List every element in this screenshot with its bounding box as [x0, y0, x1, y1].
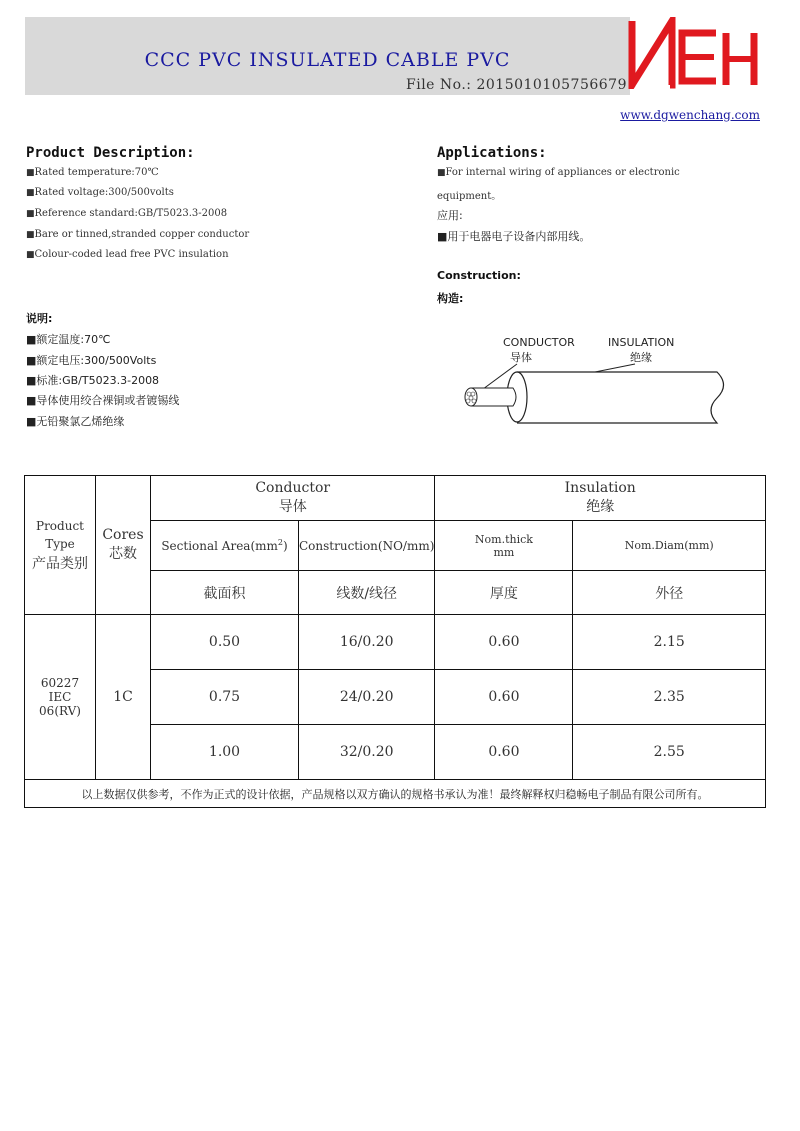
file-number: File No.: 2015010105756679 [406, 77, 627, 93]
thick-cell: 0.60 [435, 725, 573, 780]
thick-cell: 0.60 [435, 615, 573, 670]
bullet-icon: ■ [437, 230, 448, 243]
area-cell: 1.00 [151, 725, 299, 780]
nom-diam-header: Nom.Diam(mm) [573, 521, 766, 571]
bullet-icon: ■ [26, 354, 37, 367]
construction-cn-heading: 构造: [437, 292, 464, 305]
bullet-icon: ■ [26, 250, 35, 260]
thick-cell: 0.60 [435, 670, 573, 725]
product-description-heading: Product Description: [26, 145, 195, 161]
insulation-header: Insulation 绝缘 [435, 476, 766, 521]
description-cn-heading: 说明: [26, 312, 53, 325]
cores-value: 1C [96, 615, 151, 780]
pd-item: ■Rated temperature:70℃ [26, 167, 159, 178]
wch-logo [628, 17, 760, 89]
insulation-cn-label: 绝缘 [630, 351, 652, 364]
cable-diagram [455, 330, 745, 430]
bullet-icon: ■ [26, 209, 35, 219]
header-band [25, 17, 630, 95]
diam-cell: 2.15 [573, 615, 766, 670]
website-link[interactable]: www.dgwenchang.com [620, 108, 760, 122]
cn-item: ■额定温度:70℃ [26, 333, 111, 346]
diam-cell: 2.35 [573, 670, 766, 725]
bullet-icon: ■ [26, 168, 35, 178]
cn-item: ■标准:GB/T5023.3-2008 [26, 374, 160, 387]
app-cn-item: ■用于电器电子设备内部用线。 [437, 230, 591, 243]
table-row [25, 615, 766, 670]
pd-item: ■Rated voltage:300/500volts [26, 187, 174, 198]
pd-item: ■Bare or tinned,stranded copper conductor [26, 229, 250, 240]
diam-cell: 2.55 [573, 725, 766, 780]
bullet-icon: ■ [26, 333, 37, 346]
insulation-label: INSULATION [608, 336, 675, 349]
thick-cn: 厚度 [435, 571, 573, 615]
page-title: CCC PVC INSULATED CABLE PVC [144, 49, 511, 71]
product-type-value: 60227 IEC 06(RV) [25, 615, 96, 780]
conductor-label: CONDUCTOR [503, 336, 575, 349]
construction-cn: 线数/线径 [299, 571, 435, 615]
bullet-icon: ■ [26, 374, 37, 387]
conductor-cn-label: 导体 [510, 351, 532, 364]
area-cell: 0.75 [151, 670, 299, 725]
cn-item: ■无铅聚氯乙烯绝缘 [26, 415, 125, 428]
construction-cell: 24/0.20 [299, 670, 435, 725]
construction-cell: 16/0.20 [299, 615, 435, 670]
bullet-icon: ■ [26, 394, 37, 407]
bullet-icon: ■ [26, 415, 37, 428]
conductor-header: Conductor 导体 [151, 476, 435, 521]
bullet-icon: ■ [26, 230, 35, 240]
cn-item: ■导体使用绞合裸铜或者镀锡线 [26, 394, 180, 407]
cores-header: Cores 芯数 [96, 476, 151, 615]
pd-item: ■Colour-coded lead free PVC insulation [26, 249, 229, 260]
bullet-icon: ■ [26, 188, 35, 198]
construction-heading: Construction: [437, 269, 521, 282]
spec-table [24, 475, 766, 808]
sectional-area-cn: 截面积 [151, 571, 299, 615]
construction-cell: 32/0.20 [299, 725, 435, 780]
product-type-header: Product Type 产品类别 [25, 476, 96, 615]
app-item-cont: equipment。 [437, 191, 502, 202]
pd-item: ■Reference standard:GB/T5023.3-2008 [26, 208, 228, 219]
app-cn-heading: 应用: [437, 209, 463, 222]
table-footnote: 以上数据仅供参考，不作为正式的设计依据，产品规格以双方确认的规格书承认为准！最终解释权归稳畅电子制品有限公司所有。 [25, 780, 766, 808]
bullet-icon: ■ [437, 168, 446, 178]
cn-item: ■额定电压:300/500Volts [26, 354, 157, 367]
construction-header: Construction(NO/mm) [299, 521, 435, 571]
area-cell: 0.50 [151, 615, 299, 670]
nom-thick-header: Nom.thick mm [435, 521, 573, 571]
sectional-area-header: Sectional $Area(mm^2)$ [151, 521, 299, 571]
applications-heading: Applications: [437, 145, 547, 161]
diam-cn: 外径 [573, 571, 766, 615]
app-item: ■For internal wiring of appliances or electronic [437, 167, 680, 178]
